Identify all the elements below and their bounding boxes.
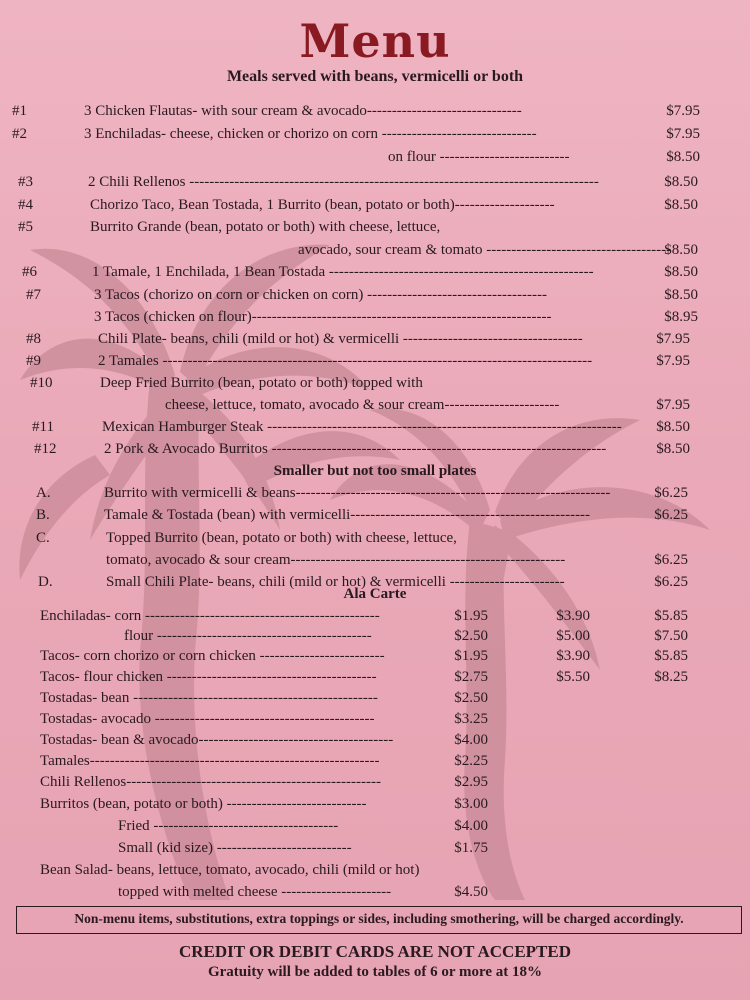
page-subtitle: Meals served with beans, vermicelli or both <box>226 68 524 85</box>
ala-carte-price-single: $3.00 <box>454 796 488 812</box>
meal-price: $8.50 <box>664 287 698 303</box>
ala-carte-item: Tostadas- bean & avocado--------------------------------------- <box>40 732 394 748</box>
meal-price: $7.95 <box>656 397 690 413</box>
ala-carte-item: Enchiladas- corn ----------------------------------------------- <box>40 608 380 624</box>
meal-description: Deep Fried Burrito (bean, potato or both) topped with <box>100 375 423 391</box>
meal-number: #8 <box>26 331 41 347</box>
ala-carte-price-double: $3.90 <box>556 608 590 624</box>
meal-description: cheese, lettuce, tomato, avocado & sour cream----------------------- <box>165 397 560 413</box>
ala-carte-item: Burritos (bean, potato or both) ---------------------------- <box>40 796 367 812</box>
plate-description: Topped Burrito (bean, potato or both) with cheese, lettuce, <box>106 530 457 546</box>
ala-carte-item: Tostadas- avocado -------------------------------------------- <box>40 711 375 727</box>
meal-price: $7.95 <box>666 103 700 119</box>
ala-carte-item: Tostadas- bean ------------------------------------------------- <box>40 690 378 706</box>
ala-carte-price-double: $5.00 <box>556 628 590 644</box>
plate-price: $6.25 <box>654 552 688 568</box>
meal-description: 3 Chicken Flautas- with sour cream & avocado------------------------------- <box>84 103 522 119</box>
meal-price: $8.50 <box>664 174 698 190</box>
meal-number: #4 <box>18 197 33 213</box>
card-notice: CREDIT OR DEBIT CARDS ARE NOT ACCEPTED <box>178 942 572 961</box>
plate-letter: C. <box>36 530 50 546</box>
ala-carte-price-single: $2.75 <box>454 669 488 685</box>
meal-price: $8.50 <box>664 242 698 258</box>
meal-number: #3 <box>18 174 33 190</box>
ala-carte-price-single: $1.95 <box>454 608 488 624</box>
ala-carte-price-triple: $5.85 <box>654 608 688 624</box>
meal-number: #12 <box>34 441 57 457</box>
ala-carte-price-triple: $7.50 <box>654 628 688 644</box>
ala-carte-price-single: $3.25 <box>454 711 488 727</box>
meal-number: #5 <box>18 219 33 235</box>
meal-price: $8.50 <box>656 419 690 435</box>
plate-price: $6.25 <box>654 574 688 590</box>
meal-description: 2 Pork & Avocado Burritos ------------------------------------------------------------------- <box>104 441 607 457</box>
meal-description: 1 Tamale, 1 Enchilada, 1 Bean Tostada ----------------------------------------------------- <box>92 264 594 280</box>
meal-number: #1 <box>12 103 27 119</box>
ala-carte-price-triple: $8.25 <box>654 669 688 685</box>
ala-carte-item: Fried ------------------------------------- <box>118 818 339 834</box>
plate-letter: D. <box>38 574 53 590</box>
ala-carte-price-single: $2.50 <box>454 690 488 706</box>
meal-description: 3 Enchiladas- cheese, chicken or chorizo on corn ------------------------------- <box>84 126 537 142</box>
meal-price: $7.95 <box>656 331 690 347</box>
ala-carte-item: Tacos- corn chorizo or corn chicken ------------------------- <box>40 648 385 664</box>
ala-carte-price-double: $3.90 <box>556 648 590 664</box>
meal-price: $8.50 <box>664 197 698 213</box>
ala-carte-item: Tamales---------------------------------------------------------- <box>40 753 380 769</box>
meal-description: 2 Chili Rellenos ---------------------------------------------------------------------------------- <box>88 174 599 190</box>
plate-description: Small Chili Plate- beans, chili (mild or hot) & vermicelli ----------------------- <box>106 574 565 590</box>
meal-price: $8.50 <box>656 441 690 457</box>
meal-number: #11 <box>32 419 54 435</box>
smaller-plates-heading: Smaller but not too small plates <box>273 463 477 479</box>
meal-description: Mexican Hamburger Steak ----------------------------------------------------------------------- <box>102 419 622 435</box>
ala-carte-heading: Ala Carte <box>343 586 407 602</box>
ala-carte-item: flour ------------------------------------------- <box>124 628 372 644</box>
ala-carte-item: Tacos- flour chicken ------------------------------------------ <box>40 669 377 685</box>
meal-description: 3 Tacos (chorizo on corn or chicken on corn) ------------------------------------ <box>94 287 547 303</box>
plate-description: tomato, avocado & sour cream------------------------------------------------------- <box>106 552 566 568</box>
ala-carte-price-single: $1.75 <box>454 840 488 856</box>
ala-carte-price-single: $2.25 <box>454 753 488 769</box>
plate-description: Tamale & Tostada (bean) with vermicelli------------------------------------------------ <box>104 507 591 523</box>
meal-description: Burrito Grande (bean, potato or both) with cheese, lettuce, <box>90 219 441 235</box>
meal-number: #10 <box>30 375 53 391</box>
plate-letter: B. <box>36 507 50 523</box>
ala-carte-price-single: $4.00 <box>454 732 488 748</box>
ala-carte-price-triple: $5.85 <box>654 648 688 664</box>
meal-number: #7 <box>26 287 41 303</box>
bean-salad-price: $4.50 <box>454 884 488 900</box>
page-title: Menu <box>299 14 451 68</box>
meal-price: $8.95 <box>664 309 698 325</box>
meal-price: $7.95 <box>656 353 690 369</box>
ala-carte-price-single: $1.95 <box>454 648 488 664</box>
plate-letter: A. <box>36 485 51 501</box>
meal-description: 3 Tacos (chicken on flour)------------------------------------------------------------ <box>94 309 552 325</box>
meal-price: $8.50 <box>664 264 698 280</box>
gratuity-notice: Gratuity will be added to tables of 6 or more at 18% <box>207 964 542 980</box>
ala-carte-item: Chili Rellenos--------------------------------------------------- <box>40 774 382 790</box>
bean-salad-description: Bean Salad- beans, lettuce, tomato, avocado, chili (mild or hot) <box>40 862 420 878</box>
meal-description: Chili Plate- beans, chili (mild or hot) & vermicelli ------------------------------------ <box>98 331 583 347</box>
meal-number: #6 <box>22 264 37 280</box>
ala-carte-item: Small (kid size) --------------------------- <box>118 840 352 856</box>
ala-carte-price-single: $2.50 <box>454 628 488 644</box>
meal-price: $7.95 <box>666 126 700 142</box>
plate-price: $6.25 <box>654 485 688 501</box>
charges-notice: Non-menu items, substitutions, extra toppings or sides, including smothering, will be charged accordingly. <box>16 906 742 934</box>
ala-carte-price-single: $4.00 <box>454 818 488 834</box>
meal-description: on flour -------------------------- <box>388 149 570 165</box>
meal-number: #9 <box>26 353 41 369</box>
meal-number: #2 <box>12 126 27 142</box>
meal-description: 2 Tamales -------------------------------------------------------------------------------------- <box>98 353 593 369</box>
meal-description: Chorizo Taco, Bean Tostada, 1 Burrito (bean, potato or both)-------------------- <box>90 197 555 213</box>
bean-salad-description: topped with melted cheese ---------------------- <box>118 884 392 900</box>
ala-carte-price-single: $2.95 <box>454 774 488 790</box>
meal-description: avocado, sour cream & tomato ------------------------------------- <box>298 242 672 258</box>
plate-price: $6.25 <box>654 507 688 523</box>
plate-description: Burrito with vermicelli & beans--------------------------------------------------------------- <box>104 485 611 501</box>
meal-price: $8.50 <box>666 149 700 165</box>
ala-carte-price-double: $5.50 <box>556 669 590 685</box>
